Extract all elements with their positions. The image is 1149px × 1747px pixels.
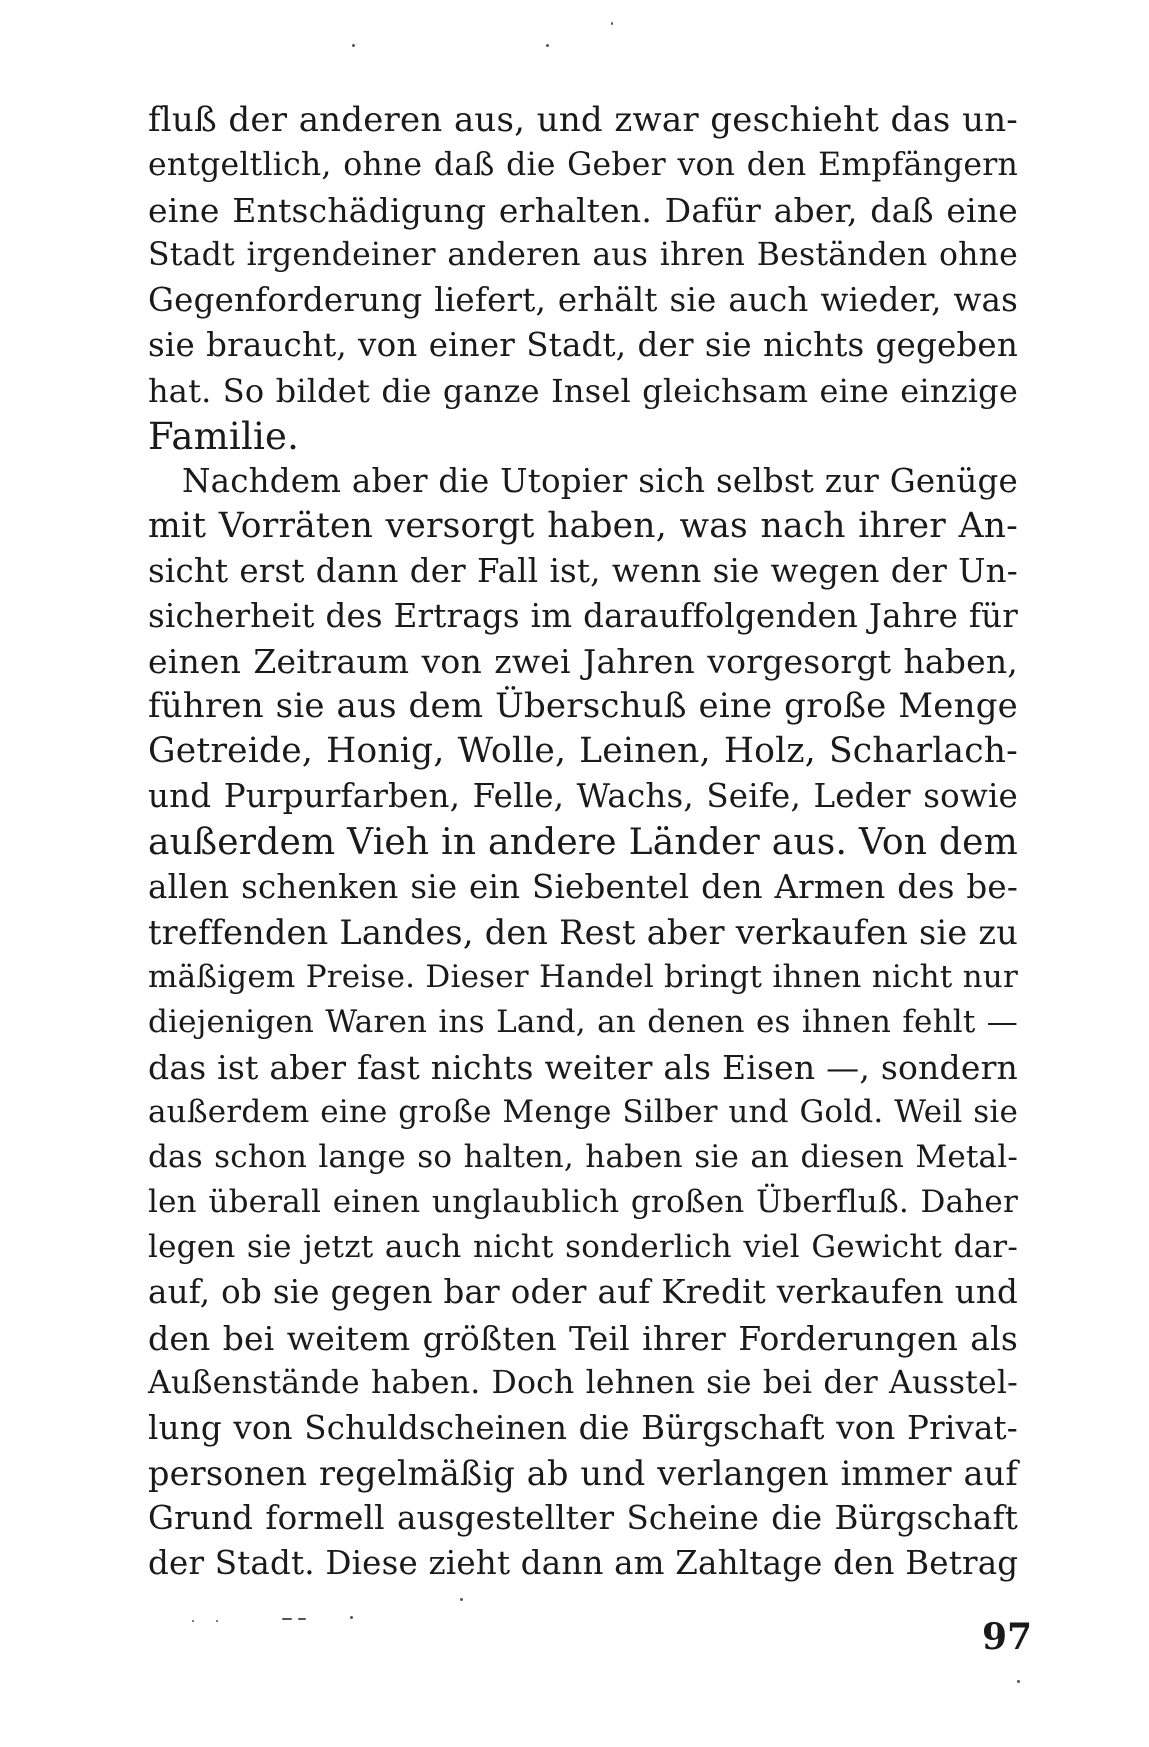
text-line: sicherheit des Ertrags im darauffolgenden Jahre für xyxy=(148,597,1018,636)
scan-speck xyxy=(192,1620,194,1622)
text-line: Gegenforderung liefert, erhält sie auch wieder, was xyxy=(148,281,1018,320)
scan-speck xyxy=(352,44,355,47)
text-line: den bei weitem größten Teil ihrer Forderungen als xyxy=(148,1318,1018,1358)
scan-speck xyxy=(298,1618,306,1620)
text-line: außerdem eine große Menge Silber und Gold. Weil sie xyxy=(148,1094,1018,1131)
text-line: auf, ob sie gegen bar oder auf Kredit verkaufen und xyxy=(148,1273,1018,1312)
page-number: 97 xyxy=(982,1616,1033,1658)
text-line: entgeltlich, ohne daß die Geber von den Empfängern xyxy=(148,147,1018,184)
text-line: lung von Schuldscheinen die Bürgschaft von Privat- xyxy=(148,1408,1018,1447)
text-line: Nachdem aber die Utopier sich selbst zur Genüge xyxy=(182,461,1018,500)
text-line: diejenigen Waren ins Land, an denen es ihnen fehlt — xyxy=(148,1003,1018,1040)
scan-speck xyxy=(216,1620,218,1622)
text-line: führen sie aus dem Überschuß eine große Menge xyxy=(148,686,1018,727)
text-line: Getreide, Honig, Wolle, Leinen, Holz, Scharlach- xyxy=(148,731,1018,772)
text-line: das ist aber fast nichts weiter als Eisen —, sondern xyxy=(148,1047,1018,1087)
scan-speck xyxy=(350,1616,353,1619)
text-line: Familie. xyxy=(148,414,300,458)
text-line: legen sie jetzt auch nicht sonderlich viel Gewicht dar- xyxy=(148,1229,1018,1266)
text-line: außerdem Vieh in andere Länder aus. Von dem xyxy=(148,821,1018,863)
text-line: hat. So bildet die ganze Insel gleichsam eine einzige xyxy=(148,371,1018,410)
text-line: treffenden Landes, den Rest aber verkaufen sie zu xyxy=(148,912,1018,952)
text-line: Außenstände haben. Doch lehnen sie bei der Ausstel- xyxy=(148,1364,1018,1401)
text-line: das schon lange so halten, haben sie an diesen Metal- xyxy=(148,1139,1018,1176)
scan-speck xyxy=(1017,1680,1020,1683)
text-line: einen Zeitraum von zwei Jahren vorgesorgt haben, xyxy=(148,642,1018,682)
scan-speck xyxy=(546,44,549,47)
text-line: sicht erst dann der Fall ist, wenn sie wegen der Un- xyxy=(148,551,1018,590)
scan-speck xyxy=(611,22,613,25)
text-line: mit Vorräten versorgt haben, was nach ihrer An- xyxy=(148,505,1018,546)
text-line: mäßigem Preise. Dieser Handel bringt ihnen nicht nur xyxy=(148,958,1018,995)
text-line: len überall einen unglaublich großen Überfluß. Daher xyxy=(148,1184,1018,1221)
text-line: fluß der anderen aus, und zwar geschieht das un- xyxy=(148,100,1018,140)
scan-speck xyxy=(282,1618,292,1620)
body-text xyxy=(148,98,1018,1586)
text-line: und Purpurfarben, Felle, Wachs, Seife, Leder sowie xyxy=(148,777,1018,816)
text-line: der Stadt. Diese zieht dann am Zahltage den Betrag xyxy=(148,1544,1019,1582)
text-line: allen schenken sie ein Siebentel den Armen des be- xyxy=(148,867,1018,906)
text-line: eine Entschädigung erhalten. Dafür aber, daß eine xyxy=(148,191,1018,231)
text-line: personen regelmäßig ab und verlangen immer auf xyxy=(148,1453,1018,1493)
text-line: Stadt irgendeiner anderen aus ihren Beständen ohne xyxy=(148,237,1018,274)
text-line: Grund formell ausgestellter Scheine die Bürgschaft xyxy=(148,1498,1018,1537)
scan-speck xyxy=(460,1598,463,1601)
text-line: sie braucht, von einer Stadt, der sie nichts gegeben xyxy=(148,326,1018,365)
